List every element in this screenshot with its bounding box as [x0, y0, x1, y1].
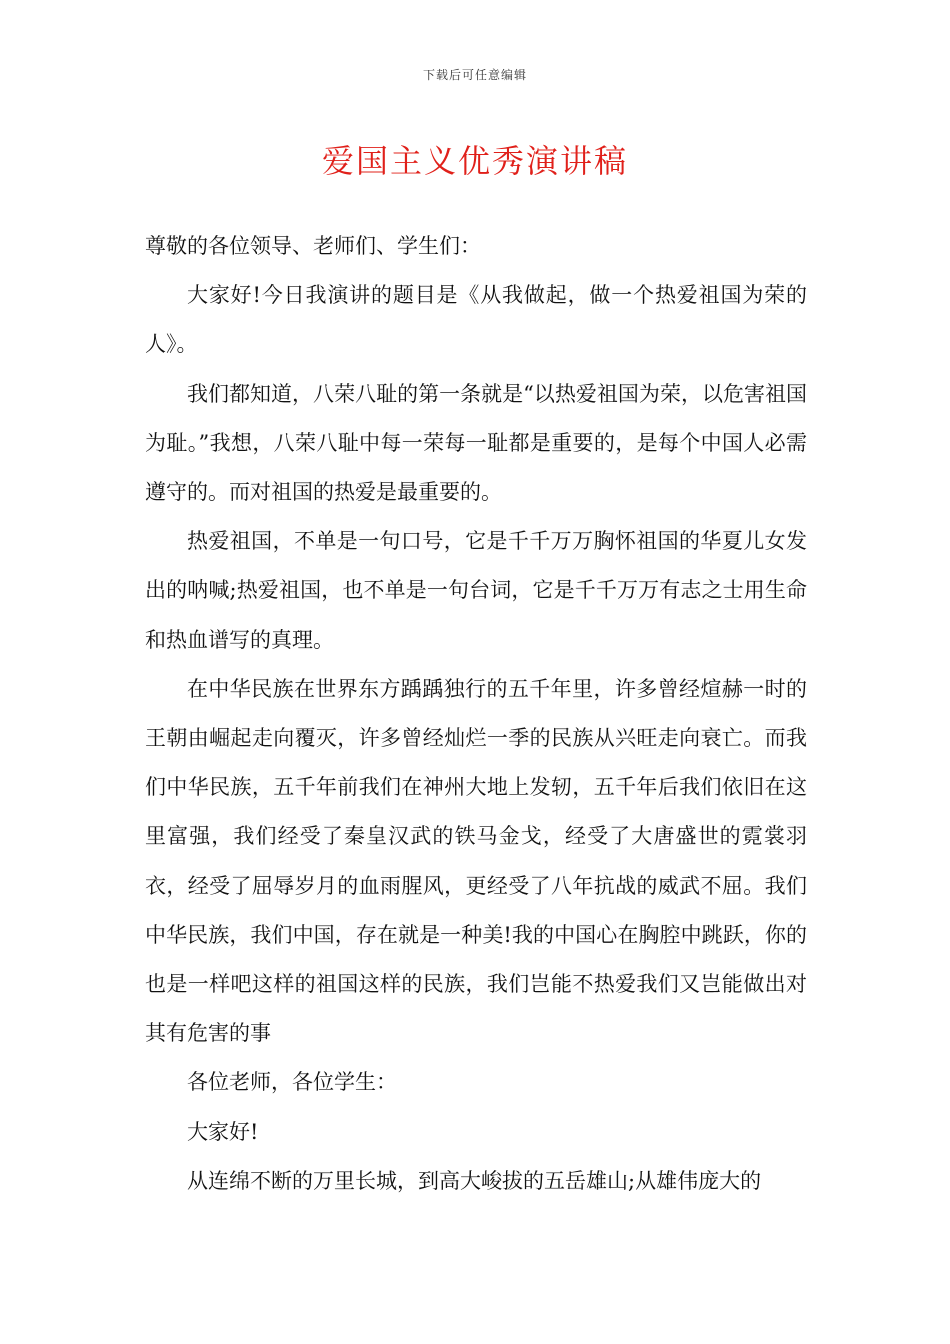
- header-note: 下载后可任意编辑: [422, 68, 527, 82]
- document-body: [145, 222, 807, 1206]
- body-paragraph: 大家好!今日我演讲的题目是《从我做起，做一个热爱祖国为荣的人》。: [145, 283, 807, 357]
- body-paragraph: 在中华民族在世界东方踽踽独行的五千年里，许多曾经煊赫一时的王朝由崛起走向覆灭，许多曾经灿烂一季的民族从兴旺走向衰亡。而我们中华民族，五千年前我们在神州大地上发轫，五千年后我们依旧在这里富强，我们经受了秦皇汉武的铁马金戈，经受了大唐盛世的霓裳羽衣，经受了屈辱岁月的血雨腥风，更经受了八年抗战的威武不屈。我们中华民族，我们中国，存在就是一种美!我的中国心在胸腔中跳跃，你的也是一样吧这样的祖国这样的民族，我们岂能不热爱我们又岂能做出对其有危害的事: [145, 676, 807, 1046]
- body-paragraph: 各位老师，各位学生：: [187, 1070, 397, 1095]
- body-paragraph: 热爱祖国，不单是一句口号，它是千千万万胸怀祖国的华夏儿女发出的呐喊;热爱祖国，也不单是一句台词，它是千千万万有志之士用生命和热血谱写的真理。: [145, 529, 807, 652]
- body-paragraph: 大家好!: [187, 1119, 259, 1144]
- body-paragraph: 从连绵不断的万里长城，到高大峻拔的五岳雄山;从雄伟庞大的: [187, 1168, 762, 1193]
- document-title: 爱国主义优秀演讲稿: [321, 142, 628, 180]
- body-paragraph: 我们都知道，八荣八耻的第一条就是“以热爱祖国为荣，以危害祖国为耻。”我想，八荣八耻中每一荣每一耻都是重要的，是每个中国人必需遵守的。而对祖国的热爱是最重要的。: [145, 381, 807, 505]
- salutation-paragraph: 尊敬的各位领导、老师们、学生们：: [145, 234, 481, 258]
